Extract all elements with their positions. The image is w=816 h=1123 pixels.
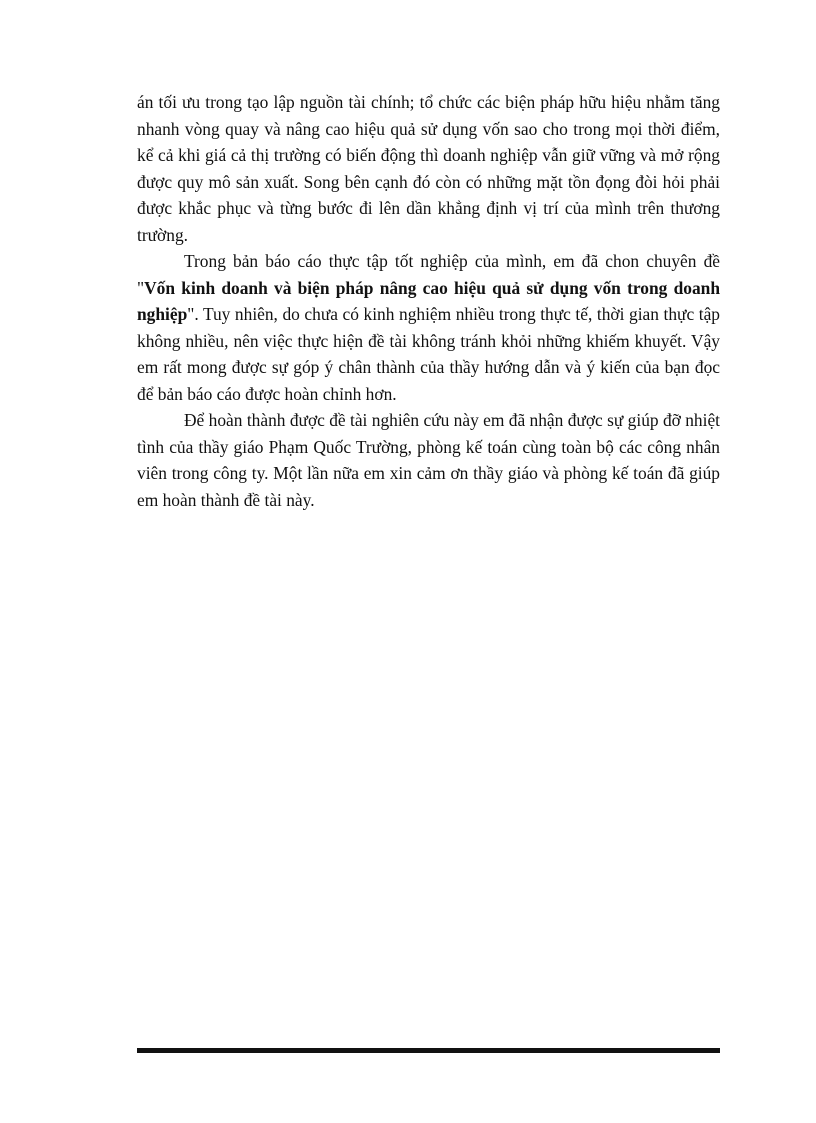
paragraph-topic-before: Trong bản báo cáo thực tập tốt nghiệp của mình, em đã chon chuyên đề " — [137, 251, 720, 298]
paragraph-topic-after: ". Tuy nhiên, do chưa có kinh nghiệm nhiều trong thực tế, thời gian thực tập không nhiều, nên việc thực hiện đề tài không tránh khỏi những khiếm khuyết. Vậy em rất mong được sự góp ý chân thành của thầy hướng dẫn và ý kiến của bạn đọc để bản báo cáo được hoàn chỉnh hơn. — [137, 304, 720, 404]
paragraph-topic — [137, 248, 720, 407]
footer-rule — [137, 1048, 720, 1053]
document-body — [137, 89, 720, 513]
paragraph-intro-continuation: án tối ưu trong tạo lập nguồn tài chính; tổ chức các biện pháp hữu hiệu nhằm tăng nhanh vòng quay và nâng cao hiệu quả sử dụng vốn sao cho trong mọi thời điểm, kể cả khi giá cả thị trường có biến động thì doanh nghiệp vẫn giữ vững và mở rộng được quy mô sản xuất. Song bên cạnh đó còn có những mặt tồn đọng đòi hỏi phải được khắc phục và từng bước đi lên dần khẳng định vị trí của mình trên thương trường. — [137, 92, 720, 245]
paragraph-acknowledgement: Để hoàn thành được đề tài nghiên cứu này em đã nhận được sự giúp đỡ nhiệt tình của thầy giáo Phạm Quốc Trường, phòng kế toán cùng toàn bộ các công nhân viên trong công ty. Một lần nữa em xin cảm ơn thầy giáo và phòng kế toán đã giúp em hoàn thành đề tài này. — [137, 410, 720, 510]
topic-title: Vốn kinh doanh và biện pháp nâng cao hiệu quả sử dụng vốn trong doanh nghiệp — [137, 277, 720, 324]
